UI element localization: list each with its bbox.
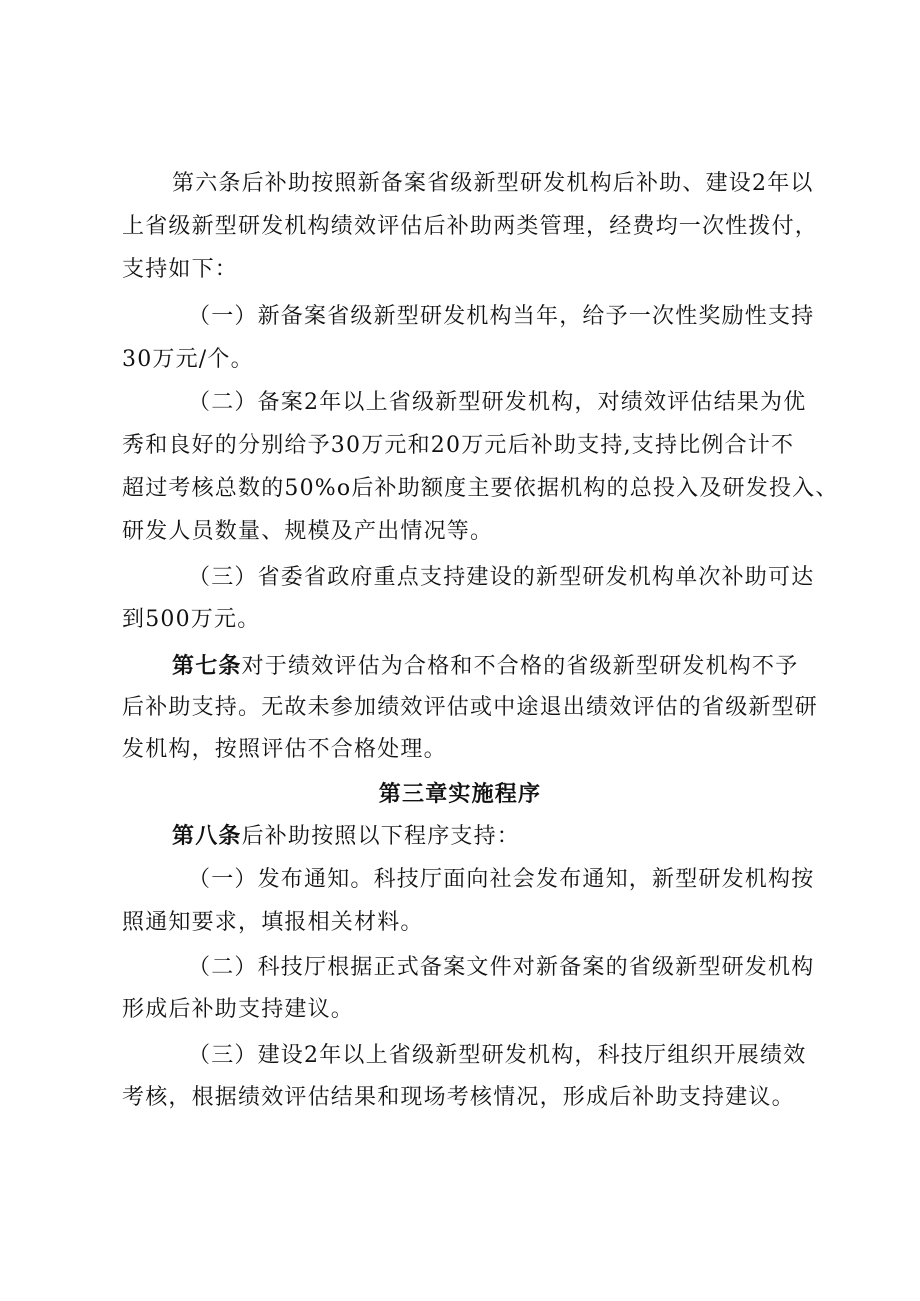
article8-item3-line2: 考核，根据绩效评估结果和现场考核情况，形成后补助支持建议。	[122, 1085, 795, 1110]
article8-line1-text: 后补助按照以下程序支持：	[241, 824, 521, 849]
article6-item2-line2: 秀和良好的分别给予30万元和20万元后补助支持,支持比例合计不	[122, 433, 795, 458]
article7-label: 第七条	[172, 653, 242, 679]
article6-item1-line1: （一）新备案省级新型研发机构当年，给予一次性奖励性支持	[188, 304, 815, 329]
article7-line1-text: 对于绩效评估为合格和不合格的省级新型研发机构不予	[241, 654, 799, 679]
article8-item1-line2: 照通知要求，填报相关材料。	[122, 910, 424, 935]
article6-line2: 上省级新型研发机构绩效评估后补助两类管理，经费均一次性拨付，	[122, 214, 819, 239]
article7-line1	[0, 646, 920, 686]
article8-item3-line1: （三）建设2年以上省级新型研发机构，科技厅组织开展绩效	[188, 1043, 807, 1068]
article6-item2-line4: 研发人员数量、规模及产出情况等。	[122, 519, 494, 544]
article8-item2-line1: （二）科技厅根据正式备案文件对新备案的省级新型研发机构	[188, 955, 815, 980]
article6-item2-line3: 超过考核总数的50%o后补助额度主要依据机构的总投入及研发投入、	[122, 476, 839, 501]
article8-item1-line1: （一）发布通知。科技厅面向社会发布通知，新型研发机构按	[188, 867, 815, 892]
article6-item3-line1: （三）省委省政府重点支持建设的新型研发机构单次补助可达	[188, 565, 815, 590]
article8-item2-line2: 形成后补助支持建议。	[122, 997, 355, 1022]
article7-line2: 后补助支持。无故未参加绩效评估或中途退出绩效评估的省级新型研	[122, 695, 819, 720]
article6-line3: 支持如下：	[122, 257, 239, 282]
article6-line1: 第六条后补助按照新备案省级新型研发机构后补助、建设2年以	[172, 171, 814, 196]
article8-line1	[0, 816, 920, 856]
article7-line3: 发机构，按照评估不合格处理。	[122, 737, 447, 762]
article8-label: 第八条	[172, 823, 242, 849]
article6-item1-line2: 30万元/个。	[122, 347, 254, 372]
article6-item2-line1: （二）备案2年以上省级新型研发机构，对绩效评估结果为优	[188, 390, 807, 415]
chapter3-heading: 第三章实施程序	[378, 781, 542, 807]
article6-item3-line2: 到500万元。	[122, 607, 261, 632]
